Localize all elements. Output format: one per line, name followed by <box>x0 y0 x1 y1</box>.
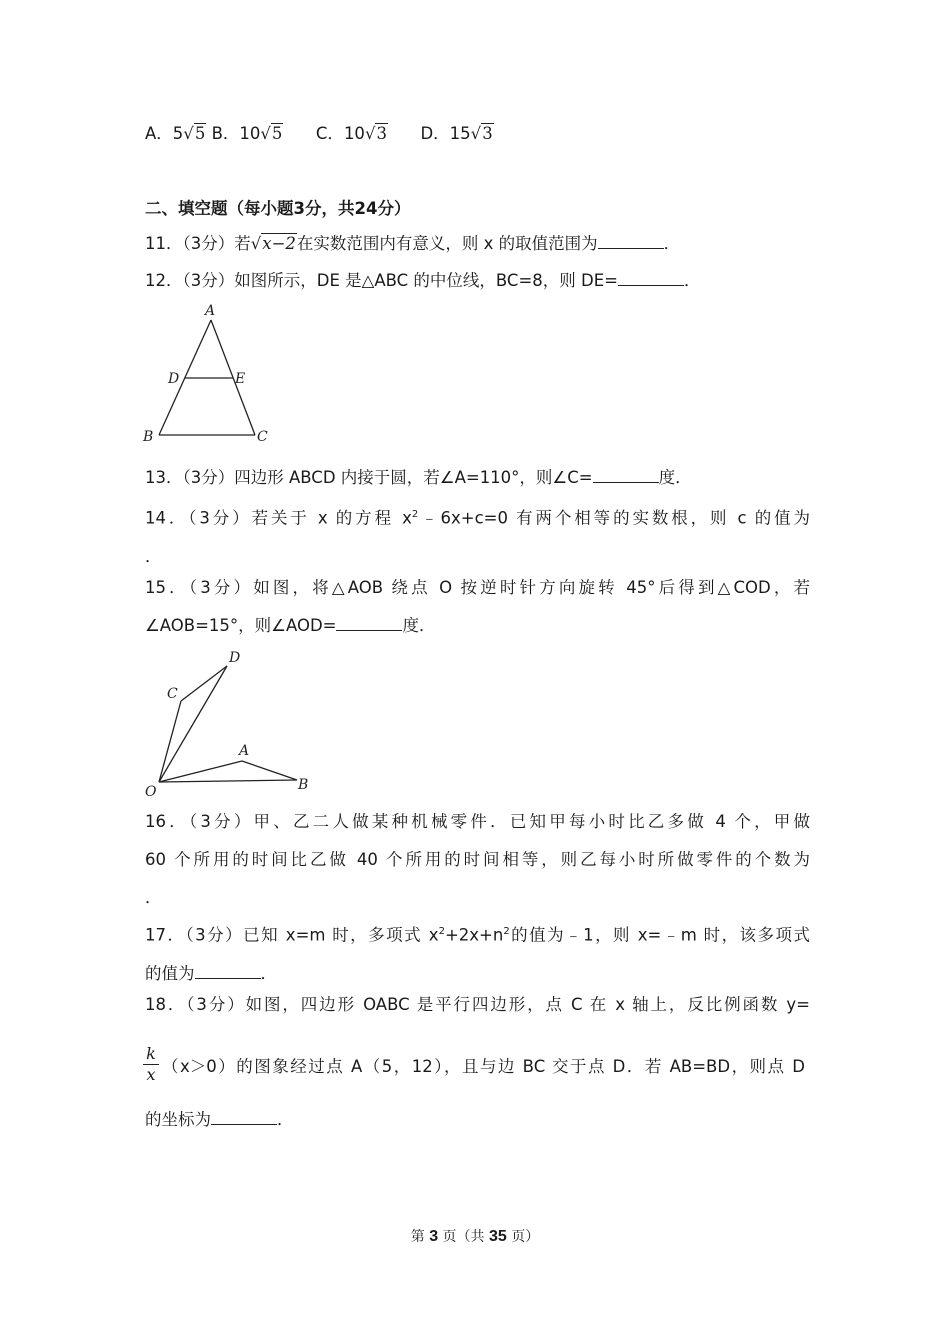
question-15: 15．（3分）如图，将△AOB 绕点 O 按逆时针方向旋转 45°后得到△COD，若 ∠AOB=15°，则∠AOD= 度． <box>145 578 811 635</box>
label-a: A <box>205 303 216 319</box>
question-18-line3: 的坐标为 ． <box>145 1110 294 1129</box>
option-c: C．10√3 <box>315 124 387 143</box>
question-16: 16．（3分）甲、乙二人做某种机械零件．已知甲每小时比乙多做 4 个，甲做 60 个所用的时间比乙做 40 个所用的时间相等，则乙每小时所做零件的个数为 ． <box>145 812 811 907</box>
answer-blank[interactable] <box>598 234 664 249</box>
segment-od <box>159 666 227 782</box>
rotation-figure <box>140 644 320 804</box>
label-d: D <box>229 650 241 666</box>
question-13: 13．（3分）四边形 ABCD 内接于圆，若∠A=110°，则∠C= 度． <box>145 468 692 487</box>
label-d: D <box>168 371 180 387</box>
label-e: E <box>235 371 246 387</box>
segment-oa <box>159 761 242 782</box>
question-14: 14．（3分）若关于 x 的方程 $x^2﹣6x+c=0$ 有两个相等的实数根，则 c 的值为 ． <box>145 508 811 566</box>
label-a: A <box>239 743 250 759</box>
label-c: C <box>257 429 268 445</box>
option-a: A．5√5 <box>145 124 206 143</box>
page-footer: 第 3 页（共 35 页） <box>410 1228 540 1245</box>
answer-blank[interactable] <box>211 1110 277 1125</box>
triangle-figure <box>138 298 278 448</box>
question-11: 11．（3分）若√x−2在实数范围内有意义，则 x 的取值范围为 ． <box>145 234 681 253</box>
option-d: D．15√3 <box>420 124 493 143</box>
label-b: B <box>143 429 154 445</box>
question-17: 17．（3分）已知 x=m 时，多项式 $x^2+2x+n^2$的值为﹣1，则 x=﹣m 时，该多项式 的值为 ． <box>145 925 810 983</box>
segment-cd <box>181 666 227 701</box>
q10-options <box>145 123 494 145</box>
label-b: B <box>298 777 309 793</box>
answer-blank[interactable] <box>593 468 659 483</box>
segment-oc <box>159 701 181 782</box>
answer-blank[interactable] <box>195 964 261 979</box>
question-12: 12．（3分）如图所示，DE 是△ABC 的中位线，BC=8，则 DE= ． <box>145 271 701 290</box>
label-c: C <box>167 686 178 702</box>
answer-blank[interactable] <box>618 271 684 286</box>
question-18-line2: （x＞0）的图象经过点 A（5，12），且与边 BC 交于点 D．若 AB=BD，则点 D <box>162 1057 805 1076</box>
question-18: 18．（3分）如图，四边形 OABC 是平行四边形，点 C 在 x 轴上，反比例函数 y= <box>145 995 811 1014</box>
answer-blank[interactable] <box>336 616 402 631</box>
segment-ob <box>159 780 297 782</box>
option-b: B．10√5 <box>211 124 283 143</box>
section-2-heading: 二、填空题（每小题3分，共24分） <box>145 199 411 218</box>
fraction-k-over-x: $\frac{k}{x}$ <box>143 1044 159 1085</box>
segment-ab <box>242 761 297 780</box>
label-o: O <box>145 784 157 800</box>
